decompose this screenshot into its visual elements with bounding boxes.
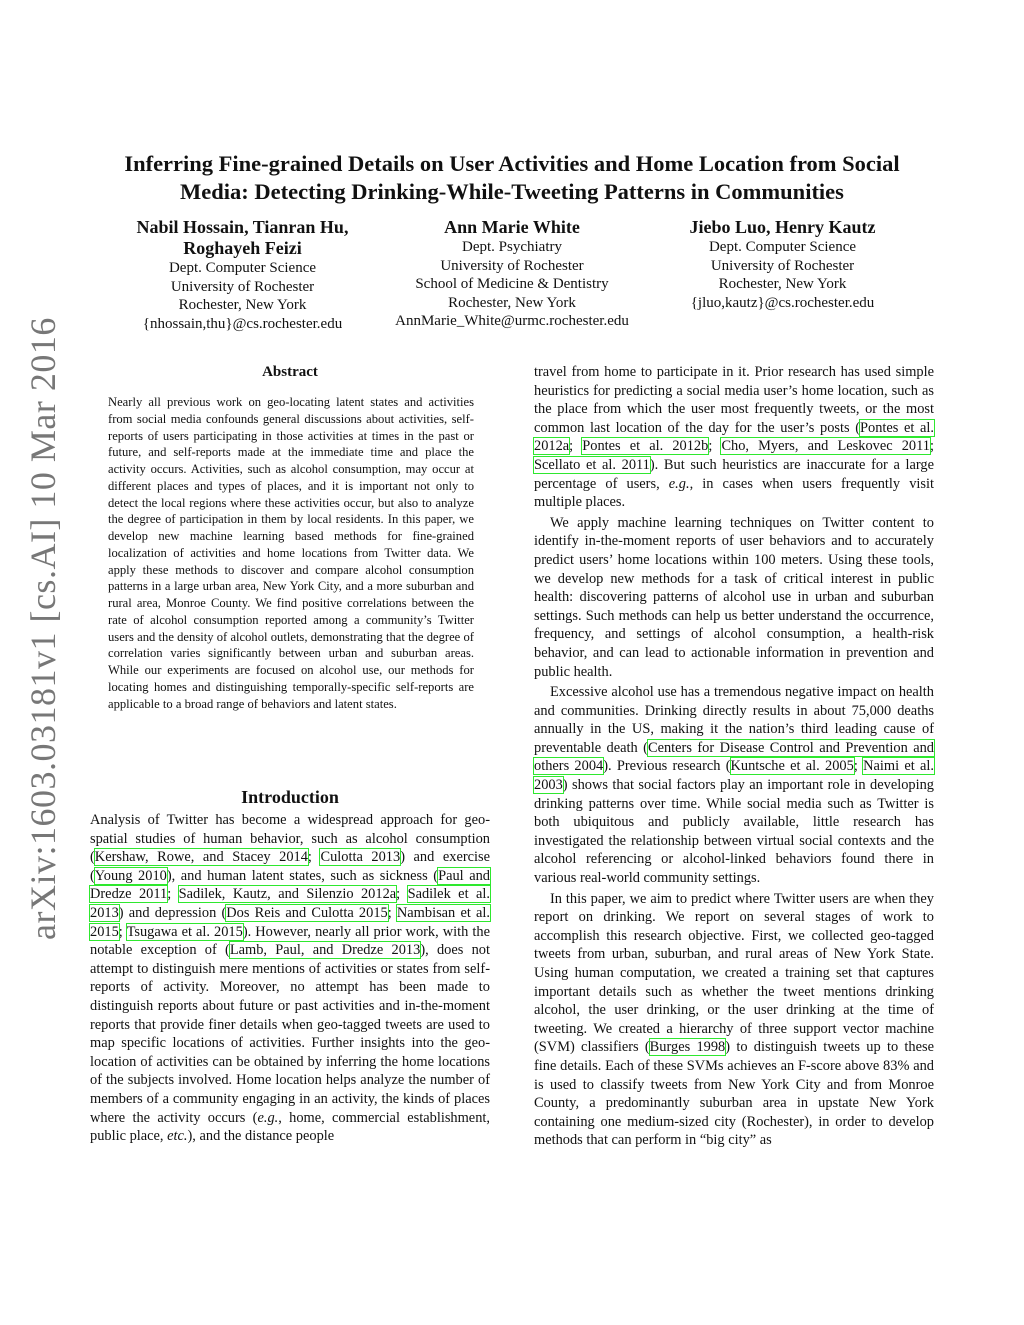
author-email: {nhossain,thu}@cs.rochester.edu bbox=[142, 315, 343, 332]
author-block bbox=[110, 217, 375, 333]
author-names: Jiebo Luo, Henry Kautz bbox=[689, 217, 876, 237]
author-affiliation: Dept. Psychiatry bbox=[462, 239, 562, 255]
citation-link[interactable]: Paul and Dredze 2011 bbox=[90, 867, 490, 903]
author-email: {jluo,kautz}@cs.rochester.edu bbox=[690, 294, 875, 311]
left-column-body bbox=[90, 811, 490, 1146]
citation-link[interactable]: Burges 1998 bbox=[649, 1039, 726, 1056]
author-names: Ann Marie White bbox=[444, 217, 580, 237]
citation-link[interactable]: Sadilek, Kautz, and Silenzio 2012a bbox=[178, 886, 397, 903]
paragraph: travel from home to participate in it. Prior research has used simple heuristics for predicting a social media user’s home location, such as the place from which the user most frequently tweets, or the most common last location of the day for the user’s posts (Pontes et al. 2012a; Pontes et al. 2012b; Cho, Myers, and Leskovec 2011; Scellato et al. 2011). But such heuristics are inaccurate for a large percentage of users, e.g., in cases when users frequently visit multiple places. bbox=[534, 364, 935, 511]
title-line: Media: Detecting Drinking-While-Tweeting Patterns in Communities bbox=[180, 179, 844, 204]
abstract-text: Nearly all previous work on geo-locating latent states and activities from social media confounds general discussions about activities, self-reports of users participating in those activities at times in the past or future, and self-reports made at the immediate time and place the activity occurs. Activities, such as alcohol consumption, may occur at different places and types of places, and it is important not only to detect the local regions where these activities occur, but also to analyze the degree of participation in them by local residents. In this paper, we develop new machine learning based methods for fine-grained localization of activities and home locations from Twitter data. We apply these methods to discover and compare alcohol consumption patterns in a large urban area, New York City, and a more suburban and rural area, Monroe County. We find positive correlations between the rate of alcohol consumption reported among a community’s Twitter users and the density of alcohol outlets, demonstrating that the degree of correlation varies significantly between urban and suburban areas. While our experiments are focused on alcohol use, our methods for locating homes and distinguishing temporally-specific self-reports are applicable to a broad range of behaviors and latent states. bbox=[108, 395, 474, 711]
citation-link[interactable]: Young 2010 bbox=[94, 867, 167, 884]
author-email: AnnMarie_White@urmc.rochester.edu bbox=[395, 313, 629, 330]
citation-link[interactable]: Tsugawa et al. 2015 bbox=[126, 923, 243, 940]
citation-link[interactable]: Dos Reis and Culotta 2015 bbox=[226, 904, 388, 921]
paragraph: Analysis of Twitter has become a widespread approach for geo-spatial studies of human behavior, such as alcohol consumption (Kershaw, Rowe, and Stacey 2014; Culotta 2013) and exercise (Young 2010), and human latent states, such as sickness (Paul and Dredze 2011; Sadilek, Kautz, and Silenzio 2012a; Sadilek et al. 2013) and depression (Dos Reis and Culotta 2015; Nambisan et al. 2015; Tsugawa et al. 2015). However, nearly all prior work, with the notable exception of (Lamb, Paul, and Dredze 2013), does not attempt to distinguish mere mentions of activities or states from self-reports of activity. Moreover, no attempt has been made to distinguish reports about future or past activities and in-the-moment reports that provide finer details when geo-tagged tweets are used to map specific locations of activities. Further insights into the geo-location of activities can be obtained by inferring the home locations of the subjects involved. Home location helps analyze the number of members of a community engaging in an activity, the kinds of places where the activity occurs (e.g., home, commercial establishment, public place, etc.), and the distance people bbox=[90, 812, 491, 1145]
author-block bbox=[650, 217, 915, 312]
paragraph: We apply machine learning techniques on Twitter content to identify in-the-moment reports of user behaviors and to accurately predict users’ home locations within 100 meters. Using these tools, we develop new methods for a task of critical interest in public health: discovering patterns of alcohol use in urban and suburban settings. Such methods can help us better understand the occurrence, frequency, and settings of alcohol consumption, a health-risk behavior, and can lead to actionable information in prevention and public health. bbox=[534, 514, 934, 680]
author-block bbox=[372, 217, 652, 331]
author-affiliation: Dept. Computer Science bbox=[168, 260, 317, 276]
citation-link[interactable]: Lamb, Paul, and Dredze 2013 bbox=[229, 942, 421, 959]
author-affiliation: Rochester, New York bbox=[178, 297, 307, 314]
citation-link[interactable]: Centers for Disease Control and Prevention and others 2004 bbox=[534, 739, 934, 775]
author-affiliation: University of Rochester bbox=[440, 257, 584, 274]
paper-title bbox=[60, 150, 964, 206]
author-affiliation: School of Medicine & Dentistry bbox=[415, 276, 609, 293]
citation-link[interactable]: Nambisan et al. 2015 bbox=[90, 904, 490, 940]
citation-link[interactable]: Kuntsche et al. 2005 bbox=[730, 758, 854, 775]
author-affiliation: University of Rochester bbox=[710, 257, 855, 274]
author-names: Roghayeh Feizi bbox=[183, 238, 302, 258]
author-affiliation: Rochester, New York bbox=[448, 294, 576, 311]
citation-link[interactable]: Cho, Myers, and Leskovec 2011 bbox=[721, 438, 930, 455]
citation-link[interactable]: Pontes et al. 2012a bbox=[534, 419, 934, 455]
citation-link[interactable]: Kershaw, Rowe, and Stacey 2014 bbox=[94, 849, 308, 866]
paragraph: In this paper, we aim to predict where Twitter users are when they report on drinking. We report on several stages of work to accomplish this research objective. First, we collected geo-tagged tweets from urban, suburban, and rural areas of New York State. Using human computation, we created a training set that captures important details such as whether the tweet mentions drinking alcohol, the user drinking, or the user drinking at the time of tweeting. We created a hierarchy of three support vector machine (SVM) classifiers (Burges 1998) to distinguish tweets up to these fine details. Each of these SVMs achieves an F-score above 83% and is used to classify tweets from New York City and from Monroe County, a predominantly suburban area in upstate New York containing one medium-sized city (Rochester), in order to develop methods that can perform in “big city” as bbox=[534, 890, 934, 1149]
title-line: Inferring Fine-grained Details on User Activities and Home Location from Social bbox=[124, 151, 900, 176]
author-affiliation: University of Rochester bbox=[170, 278, 315, 295]
citation-link[interactable]: Scellato et al. 2011 bbox=[534, 456, 650, 473]
citation-link[interactable]: Sadilek et al. 2013 bbox=[90, 886, 490, 921]
arxiv-identifier: arXiv:1603.03181v1 [cs.AI] 10 Mar 2016 bbox=[23, 317, 63, 940]
paragraph: Excessive alcohol use has a tremendous negative impact on health and communities. Drinking directly results in about 75,000 deaths annually in the US, making it the nation’s third leading cause of preventable death (Centers for Disease Control and Prevention and others 2004). Previous research (Kuntsche et al. 2005; Naimi et al. 2003) shows that social factors play an important role in developing drinking patterns over time. While social media such as Twitter is both ubiquitous and publicly available, little research has investigated the relationship between virtual social contexts and the alcohol referencing or alcohol-linked behaviors found there in various real-world community settings. bbox=[534, 684, 934, 887]
citation-link[interactable]: Pontes et al. 2012b bbox=[582, 438, 709, 455]
author-affiliation: Rochester, New York bbox=[718, 276, 847, 293]
citation-link[interactable]: Culotta 2013 bbox=[320, 849, 401, 866]
right-column-body bbox=[534, 363, 934, 1150]
author-names: Nabil Hossain, Tianran Hu, bbox=[136, 217, 349, 237]
section-heading-introduction: Introduction bbox=[241, 787, 339, 807]
citation-link[interactable]: Naimi et al. 2003 bbox=[534, 758, 934, 794]
abstract-heading: Abstract bbox=[262, 364, 318, 380]
author-affiliation: Dept. Computer Science bbox=[708, 239, 857, 255]
